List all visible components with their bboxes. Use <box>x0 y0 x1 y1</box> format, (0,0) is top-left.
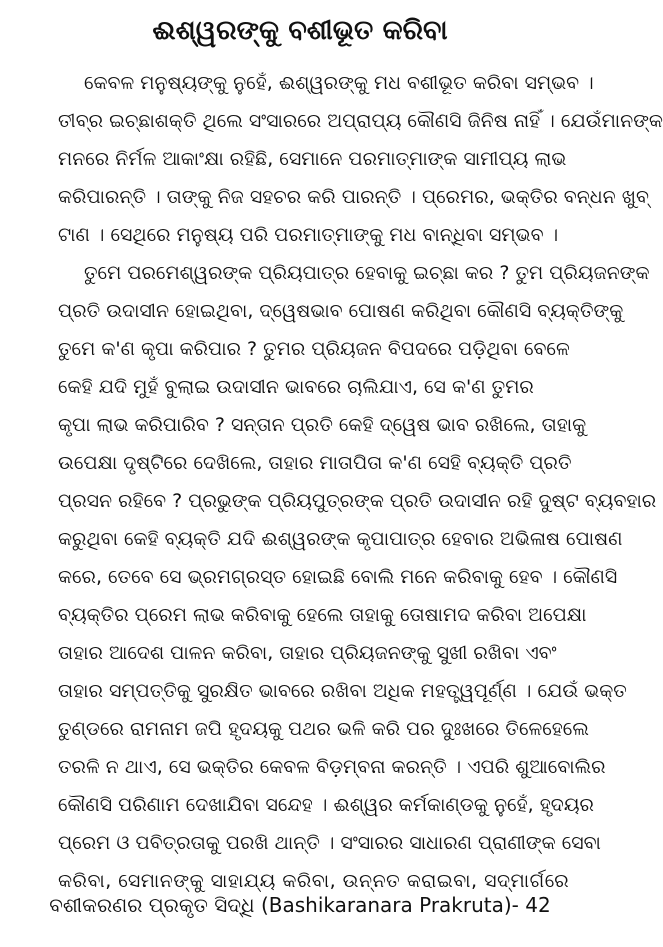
body-text <box>58 64 663 900</box>
text-line: ତୁମେ ପରମେଶ୍ୱରଙ୍କ ପ୍ରିୟପାତ୍ର ହେବାକୁ ଇଚ୍ଛା କର ? ତୁମ ପ୍ରିୟଜନଙ୍କ <box>84 262 650 284</box>
text-line: ପ୍ରେମ ଓ ପବିତ୍ରତାକୁ ପରଖି ଥାନ୍ତି । ସଂସାରର ସାଧାରଣ ପ୍ରାଣୀଙ୍କ ସେବା <box>58 832 601 854</box>
text-line: ତୀବ୍ର ଇଚ୍ଛାଶକ୍ତି ଥିଲେ ସଂସାରରେ ଅପ୍ରାପ୍ୟ କୌଣସି ଜିନିଷ ନାହିଁ । ଯେଉଁମାନଙ୍କ <box>58 110 663 132</box>
page-title: ଈଶ୍ୱରଙ୍କୁ ବଶୀଭୂତ କରିବା <box>152 15 448 46</box>
text-line: ତାହାର ସମ୍ପତ୍ତିକୁ ସୁରକ୍ଷିତ ଭାବରେ ରଖିବା ଅଧିକ ମହତ୍ତ୍ୱପୂର୍ଣ୍ଣ । ଯେଉଁ ଭକ୍ତ <box>58 680 627 702</box>
text-line: ପ୍ରତି ଉଦାସୀନ ହୋଇଥିବା, ଦ୍ୱେଷଭାବ ପୋଷଣ କରିଥିବା କୌଣସି ବ୍ୟକ୍ତିଙ୍କୁ <box>58 300 624 322</box>
page-footer: ବଶୀକରଣର ପ୍ରକୃତ ସିଦ୍ଧି (Bashikaranara Prakruta)- 42 <box>49 893 551 917</box>
text-line: କରିବା, ସେମାନଙ୍କୁ ସାହାଯ୍ୟ କରିବା, ଉନ୍ନତ କରାଇବା, ସଦ୍‌ମାର୍ଗରେ <box>58 870 570 892</box>
text-line: କରୁଥିବା କେହି ବ୍ୟକ୍ତି ଯଦି ଈଶ୍ୱରଙ୍କ କୃପାପାତ୍ର ହେବାର ଅଭିଳାଷ ପୋଷଣ <box>58 528 623 550</box>
paragraph-1 <box>58 64 663 254</box>
text-line: ପ୍ରସନ ରହିବେ ? ପ୍ରଭୁଙ୍କ ପ୍ରିୟପୁତ୍ରଙ୍କ ପ୍ରତି ଉଦାସୀନ ରହି ଦୁଷ୍ଟ ବ୍ୟବହାର <box>58 490 657 512</box>
text-line: କେବଳ ମନୁଷ୍ୟଙ୍କୁ ନୁହେଁ, ଈଶ୍ୱରଙ୍କୁ ମଧ ବଶୀଭୂତ କରିବା ସମ୍ଭବ । <box>84 72 594 94</box>
text-line: କରେ, ତେବେ ସେ ଭ୍ରମଗ୍ରସ୍ତ ହୋଇଛି ବୋଲି ମନେ କରିବାକୁ ହେବ । କୌଣସି <box>58 566 618 588</box>
text-line: କୌଣସି ପରିଣାମ ଦେଖାଯିବା ସନ୍ଦେହ । ଈଶ୍ୱର କର୍ମକାଣ୍ଡକୁ ନୁହେଁ, ହୃଦୟର <box>58 794 594 816</box>
text-line: ତାହାର ଆଦେଶ ପାଳନ କରିବା, ତାହାର ପ୍ରିୟଜନଙ୍କୁ ସୁଖୀ ରଖିବା ଏବଂ <box>58 642 557 664</box>
text-line: ତୁମେ କ'ଣ କୃପା କରିପାର ? ତୁମର ପ୍ରିୟଜନ ବିପଦରେ ପଡ଼ିଥିବା ବେଳେ <box>58 338 570 360</box>
text-line: ତୁଣ୍ଡରେ ରାମନାମ ଜପି ହୃଦୟକୁ ପଥର ଭଳି କରି ପର ଦୁଃଖରେ ତିଳେହେଲେ <box>58 718 589 740</box>
text-line: ବ୍ୟକ୍ତିର ପ୍ରେମ ଲାଭ କରିବାକୁ ହେଲେ ତାହାକୁ ତୋଷାମଦ କରିବା ଅପେକ୍ଷା <box>58 604 587 626</box>
text-line: ମନରେ ନିର୍ମଳ ଆକାଂକ୍ଷା ରହିଛି, ସେମାନେ ପରମାତ୍ମାଙ୍କ ସାମୀପ୍ୟ ଲାଭ <box>58 148 567 170</box>
text-line: କରିପାରନ୍ତି । ତାଙ୍କୁ ନିଜ ସହଚର କରି ପାରନ୍ତି । ପ୍ରେମର, ଭକ୍ତିର ବନ୍ଧନ ଖୁବ୍ <box>58 186 649 208</box>
paragraph-2 <box>58 254 657 900</box>
text-line: ଟାଣ । ସେଥିରେ ମନୁଷ୍ୟ ପରି ପରମାତ୍ମାଙ୍କୁ ମଧ ବାନ୍ଧିବା ସମ୍ଭବ । <box>58 224 559 246</box>
text-line: ଉପେକ୍ଷା ଦୃଷ୍ଟିରେ ଦେଖିଲେ, ତାହାର ମାତାପିତା କ'ଣ ସେହି ବ୍ୟକ୍ତି ପ୍ରତି <box>58 452 572 474</box>
text-line: ତରଳି ନ ଥାଏ, ସେ ଭକ୍ତିର କେବଳ ବିଡ଼ମ୍ବନା କରନ୍ତି । ଏପରି ଶୁଆବୋଲିର <box>58 756 606 778</box>
text-line: କୃପା ଲାଭ କରିପାରିବ ? ସନ୍ତାନ ପ୍ରତି କେହି ଦ୍ୱେଷ ଭାବ ରଖିଲେ, ତାହାକୁ <box>58 414 587 436</box>
text-line: କେହି ଯଦି ମୁହଁ ବୁଲାଇ ଉଦାସୀନ ଭାବରେ ଚାଲିଯାଏ, ସେ କ'ଣ ତୁମର <box>58 376 534 398</box>
